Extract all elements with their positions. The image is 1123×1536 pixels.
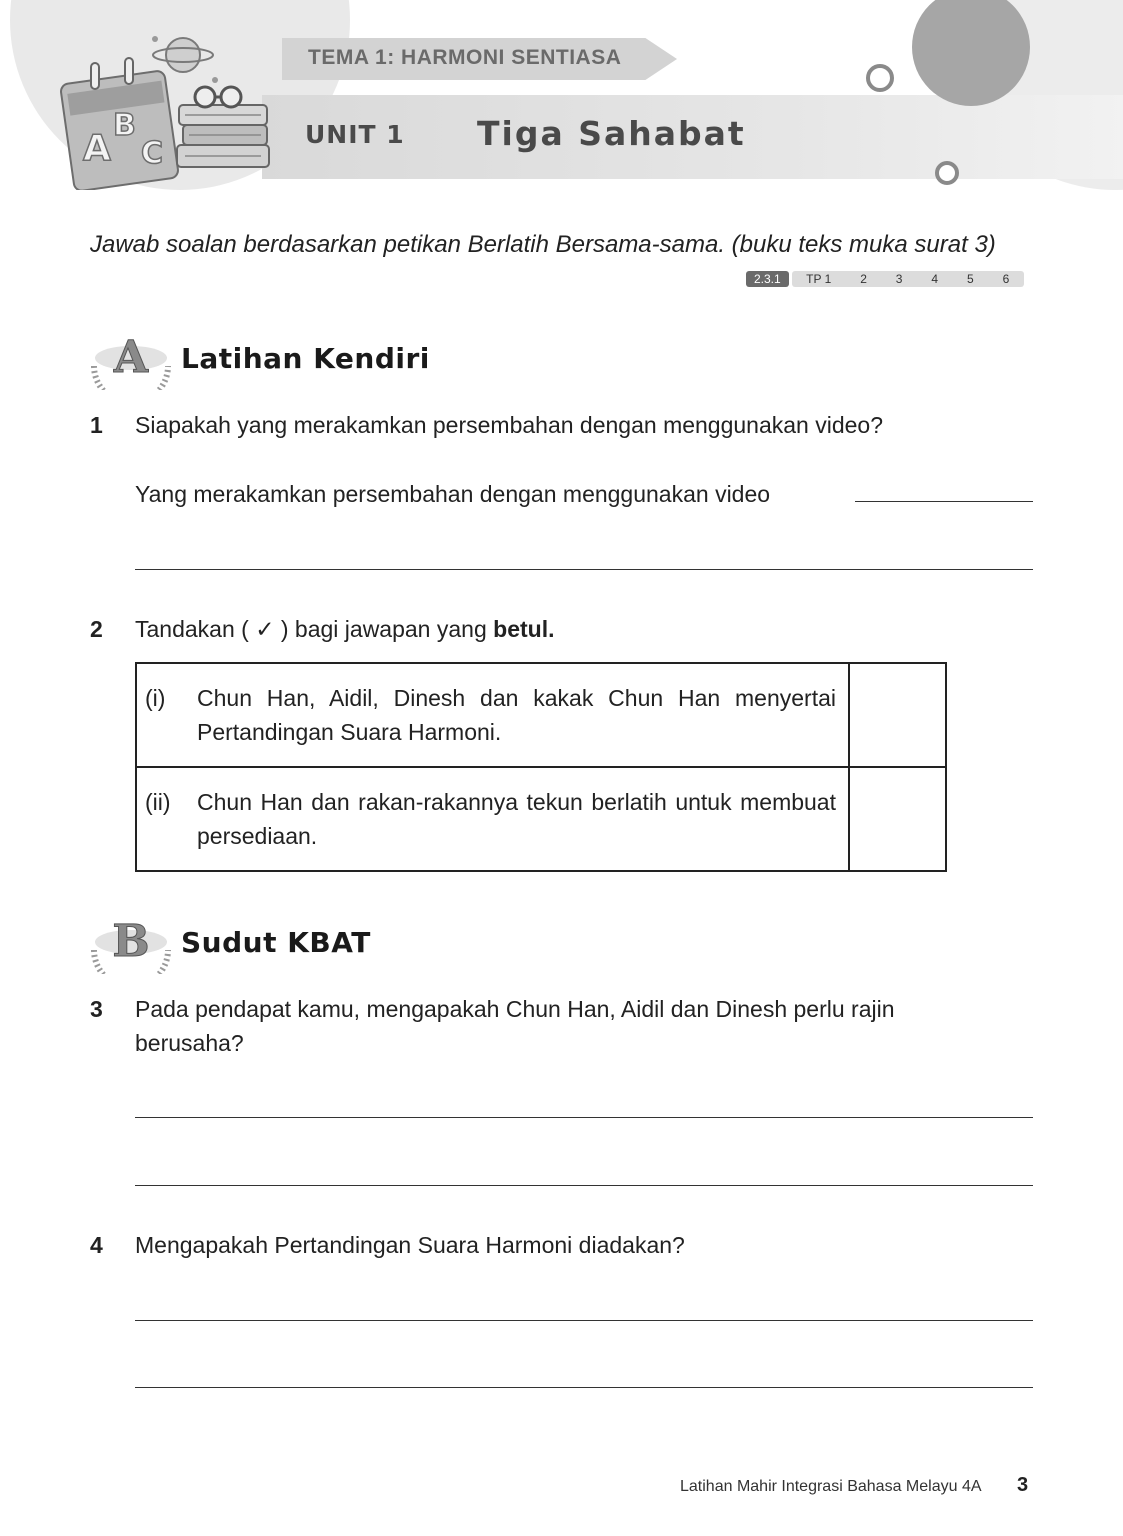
question-4-number: 4 [90,1232,103,1258]
section-b-letter: B [112,916,150,967]
unit-number: UNIT 1 [305,120,405,149]
answer-line[interactable] [135,1387,1033,1388]
question-2-instruction-start: Tandakan ( [135,616,256,642]
question-2-number: 2 [90,616,103,642]
illustration-letter-b: B [113,108,136,143]
tick-icon: ✓ [255,616,275,642]
tp-level: TP 1 [806,272,832,286]
unit-title: Tiga Sahabat [477,114,746,153]
standard-code-badge: 2.3.1 [746,271,789,287]
question-1-text: Siapakah yang merakamkan persembahan dengan menggunakan video? [135,412,884,438]
section-b-badge-icon [90,912,172,974]
answer-line[interactable] [135,569,1033,570]
theme-title: TEMA 1: HARMONI SENTIASA [308,46,622,69]
question-2-instruction-bold: betul. [493,616,555,642]
question-2-instruction [135,612,554,646]
header-decor-ring [866,64,894,92]
illustration-letter-c: C [141,136,164,171]
section-a-letter: A [113,332,149,383]
question-3-text: Pada pendapat kamu, mengapakah Chun Han, Aidil dan Dinesh perlu rajin berusaha? [135,996,895,1056]
statement-cell [136,663,849,767]
question-1-answer-prompt: Yang merakamkan persembahan dengan menggunakan video [135,481,771,507]
tp-levels [792,271,1024,287]
section-a-badge-icon [90,328,172,390]
illustration-letter-a: A [83,128,111,169]
tp-level: 3 [895,272,903,286]
tp-level: 6 [1002,272,1010,286]
statement-text: Chun Han, Aidil, Dinesh dan kakak Chun Han menyertai Pertandingan Suara Harmoni. [197,685,836,745]
question-3-number: 3 [90,996,103,1022]
table-row [136,663,946,767]
instruction-text: Jawab soalan berdasarkan petikan Berlatih Bersama-sama. (buku teks muka surat 3) [90,231,996,258]
section-b-title: Sudut KBAT [181,926,371,959]
table-row [136,767,946,871]
statement-cell [136,767,849,871]
statement-label: (ii) [145,789,171,815]
true-statement-table [135,662,947,872]
tp-level: 2 [860,272,867,286]
answer-line[interactable] [135,1320,1033,1321]
tick-box[interactable] [849,663,946,767]
tp-level-bar [746,271,1024,287]
tick-box[interactable] [849,767,946,871]
answer-line[interactable] [855,501,1033,502]
footer-book-title: Latihan Mahir Integrasi Bahasa Melayu 4A [680,1478,982,1495]
answer-line[interactable] [135,1185,1033,1186]
statement-text: Chun Han dan rakan-rakannya tekun berlatih untuk membuat persediaan. [197,789,836,849]
calendar-books-illustration [55,25,285,190]
page-number: 3 [1017,1474,1029,1496]
question-2-instruction-middle: ) bagi jawapan yang [274,616,494,642]
header-decor-ring-small [935,161,959,185]
question-1-number: 1 [90,412,103,438]
section-a-title: Latihan Kendiri [181,342,430,375]
answer-line[interactable] [135,1117,1033,1118]
question-4-text: Mengapakah Pertandingan Suara Harmoni diadakan? [135,1232,685,1258]
tp-level: 5 [966,272,974,286]
statement-label: (i) [145,685,166,711]
tp-level: 4 [931,272,939,286]
